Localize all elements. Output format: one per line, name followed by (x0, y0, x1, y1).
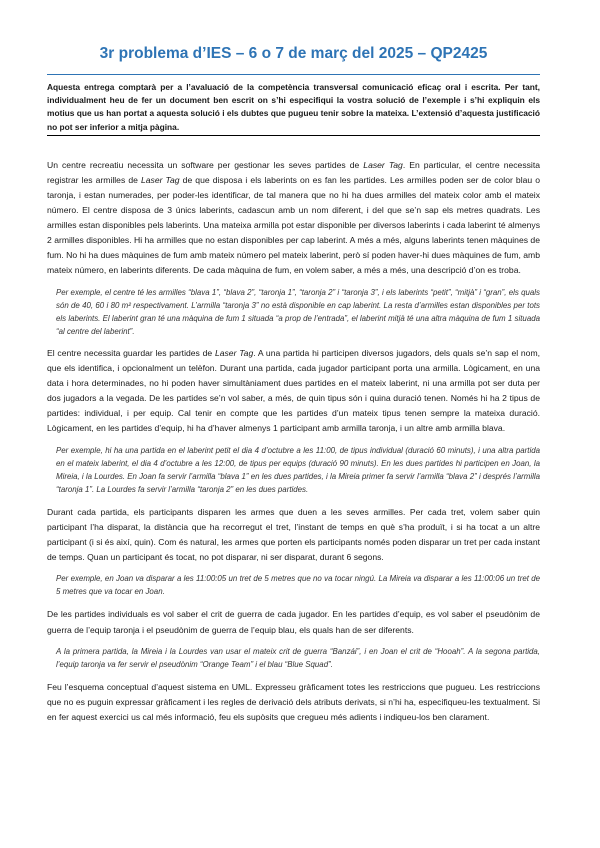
text-run: El centre necessita guardar les partides de (47, 347, 215, 358)
text-run: de que disposa i els laberints on es fan les partides. Les armilles poden ser de color blau o taronja, i estan numerades, per poder-les identificar, de tal manera que no hi ha dues armilles del mateix color amb el mateix número. El centre disposa de 3 únics laberints, cadascun amb un nom diferent, i del que se’n sap els metres quadrats. Les armilles estan disponibles pels laberints. Una mateixa armilla pot estar disponible per diversos laberints i cada laberint té almenys 2 armilles disponibles. Hi ha armilles que no estan disponibles per cap laberint. A més a més, alguns laberints tenen màquines de fum. No hi ha dues màquines de fum amb mateix número pel mateix laberint, però sí poden haver-hi dues màquines de fum, amb mateix número, en laberints diferents. De cada màquina de fum, en volem saber, a més a més, una descripció d’on es troba. (47, 174, 541, 276)
text-run: . En particular, el centre necessita registrar les armilles de (47, 159, 541, 185)
paragraph-armilles-laberints (47, 158, 540, 279)
laser-tag-term: Laser Tag (140, 174, 180, 185)
title-divider (47, 74, 540, 75)
text-run: . A una partida hi participen diversos jugadors, dels quals se’n sap el nom, que els identifica, i opcionalment un telèfon. Durant una partida, cada jugador participant porta una armilla. Lògicament, en una data i hora determinades, no hi poden haver simultàniament dues partides en el mateix laberint, ni una armilla pot ser duta per dos jugadors a la vegada. De les partides se’n vol saber, a més, de quin tipus són i quina duració tenen. Només hi ha 2 tipus de partides: individual, i per equip. Cal tenir en compte que les partides d’un mateix tipus tenen sempre la mateixa duració. Lògicament, en les partides d’equip, hi ha d’haver almenys 1 participant amb armilla taronja, i un altre amb armilla blava. (47, 347, 540, 434)
example-crits-guerra: A la primera partida, la Mireia i la Lourdes van usar el mateix crit de guerra “Banzái”, i en Joan el crit de “Hooah”. A la segona partida, l’equip taronja va fer servir el pseudònim “Orange Team” i el blau “Blue Squad”. (56, 646, 540, 669)
text-run: Un centre recreatiu necessita un software per gestionar les seves partides de (47, 159, 364, 170)
example-trets: Per exemple, en Joan va disparar a les 11:00:05 un tret de 5 metres que no va tocar ningú. La Mireia va disparar a les 11:00:06 un tret de 5 metres que va tocar en Joan. (56, 574, 540, 597)
page-title: 3r problema d’IES – 6 o 7 de març del 2025 – QP2425 (99, 45, 488, 62)
paragraph-instructions: Feu l’esquema conceptual d’aquest sistema en UML. Expresseu gràficament totes les restriccions que pugueu. Les restriccions que no es puguin expressar gràficament i les regles de derivació dels atributs derivats, si n’hi ha, especifiqueu-les textualment. Si en fer aquest exercici us cal més informació, feu els supòsits que cregueu més adients i indiqueu-los ben clarament. (47, 681, 540, 722)
laser-tag-term: Laser Tag (363, 159, 403, 170)
paragraph-crits-guerra: De les partides individuals es vol saber el crit de guerra de cada jugador. En les partides d’equip, es vol saber el pseudònim de guerra de l’equip taronja i el pseudònim de guerra de l’equip blau, els quals han de ser diferents. (47, 609, 540, 635)
paragraph-trets: Durant cada partida, els participants disparen les armes que duen a les seves armilles. Per cada tret, volem saber quin participant l’ha disparat, la distància que ha recorregut el tret, l’instant de temps en què s’ha produït, i si ha tocat a un altre participant (i si és així, quin). Com és natural, les armes que porten els participants només poden disparar un tret per cada instant de temps. Quan un participant és tocat, no pot disparar, ni ser disparat, durant 6 segons. (47, 506, 540, 563)
assessment-notice: Aquesta entrega comptarà per a l’avaluació de la competència transversal comunicació eficaç oral i escrita. Per tant, individualment heu de fer un document ben escrit on s’hi especifiqui la vostra solució de l’exemple i s’hi expliquin els motius que us han portat a aquesta solució i els dubtes que pugueu tenir sobre la mateixa. L’extensió d’aquesta justificació no pot ser inferior a mitja pàgina. (47, 81, 540, 136)
paragraph-partides (47, 346, 540, 437)
laser-tag-term: Laser Tag (214, 347, 254, 358)
example-armilles: Per exemple, el centre té les armilles “blava 1”, “blava 2”, “taronja 1”, “taronja 2” i “taronja 3”, i els laberints “petit”, “mitjà” i “gran”, els quals són de 40, 60 i 80 m² respectivament. L’armilla “taronja 3” no està disponible en cap laberint. La resta d’armilles estan disponibles per tots els laberints. El laberint gran té una màquina de fum 1 situada “a prop de l’entrada”, el laberint mitjà té una altra màquina de fum 1 situada “al centre del laberint”. (56, 287, 540, 336)
example-partides: Per exemple, hi ha una partida en el laberint petit el dia 4 d’octubre a les 11:00, de tipus individual (duració 60 minuts), i una altra partida en el mateix laberint, el dia 4 d’octubre a les 12:00, de tipus per equips (duració 90 minuts). En les dues partides hi participen en Joan, la Mireia, i la Lourdes. En Joan fa servir l’armilla “blava 1” en les dues partides, i la Mireia primer fa servir l’armilla “blava 2” i després l’armilla “taronja 1”. La Lourdes fa servir l’armilla “taronja 2” en les dues partides. (56, 445, 540, 494)
